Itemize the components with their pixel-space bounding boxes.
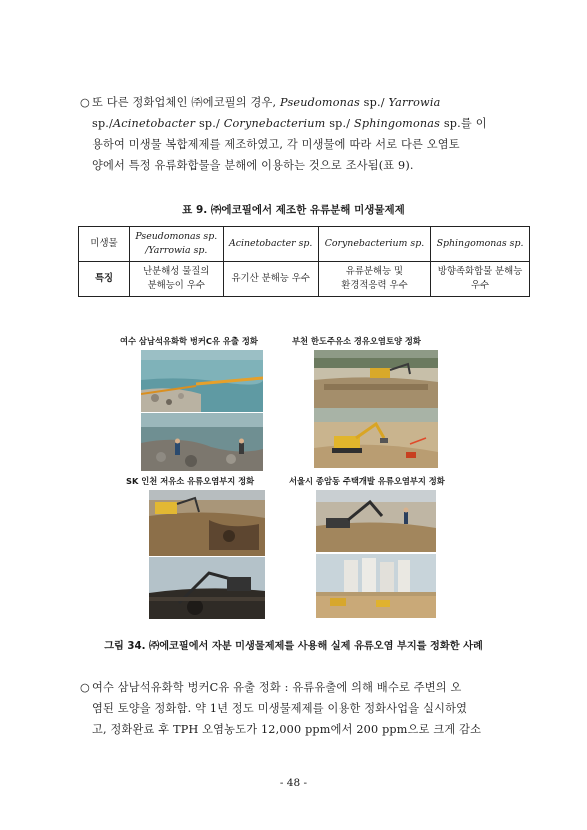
photo-label-top-right: 부천 한도주유소 경유오염토양 정화 xyxy=(292,336,421,346)
photo-rock-cleanup xyxy=(141,413,263,471)
table-row xyxy=(79,262,530,297)
table-head-cell: Corynebacterium sp. xyxy=(318,227,430,262)
table-cell: 유기산 분해능 우수 xyxy=(223,262,318,297)
bullet-circle-icon: ○ xyxy=(80,96,90,109)
table-cell: 유류분해능 및 환경적응력 우수 xyxy=(318,262,430,297)
case-line-2: 염된 토양을 정화함. 약 1년 정도 미생물제제를 이용한 정화사업을 실시하였 xyxy=(92,702,468,715)
intro-line-2: sp./Acinetobacter sp./ Corynebacterium sp./ Sphingomonas sp.를 이 xyxy=(92,117,487,130)
photo-oil-spill-shore xyxy=(141,350,263,412)
intro-line-4: 양에서 특정 유류화합물을 분해에 이용하는 것으로 조사됨(표 9). xyxy=(92,159,414,172)
photo-gas-station-soil xyxy=(314,350,438,408)
photo-label-top-left: 여수 삼남석유화학 벙커C유 유출 정화 xyxy=(120,336,258,346)
photo-housing-site-buildings xyxy=(316,554,436,618)
case-paragraph xyxy=(80,677,522,740)
case-line-3: 고, 정화완료 후 TPH 오염농도가 12,000 ppm에서 200 ppm으로 크게 감소 xyxy=(92,723,482,736)
table-row-label: 특징 xyxy=(79,262,130,297)
table-head-label: 미생물 xyxy=(79,227,130,262)
photo-label-bottom-left: SK 인천 저유소 유류오염부지 정화 xyxy=(126,476,255,486)
table-head-cell: Acinetobacter sp. xyxy=(223,227,318,262)
photo-oil-depot-excavation xyxy=(149,490,265,556)
photo-excavator-dark-soil xyxy=(149,557,265,619)
table-cell: 방향족화합물 분해능 우수 xyxy=(431,262,530,297)
bullet-circle-icon: ○ xyxy=(80,681,90,694)
photo-label-bottom-right: 서울시 종암동 주택개발 유류오염부지 정화 xyxy=(289,476,445,486)
photo-excavator-site-1 xyxy=(314,408,438,468)
intro-line-3: 용하여 미생물 복합제제를 제조하였고, 각 미생물에 따라 서로 다른 오염토 xyxy=(92,138,460,151)
microbe-table xyxy=(78,226,530,297)
figure-caption: 그림 34. ㈜에코필에서 자분 미생물제제를 사용해 실제 유류오염 부지를 정화한 사례 xyxy=(104,641,483,652)
photo-housing-site-excavator xyxy=(316,490,436,552)
table-head-cell: Pseudomonas sp. /Yarrowia sp. xyxy=(130,227,224,262)
table-caption: 표 9. ㈜에코필에서 제조한 유류분해 미생물제제 xyxy=(182,204,405,216)
intro-line-1: ○ 또 다른 정화업체인 ㈜에코필의 경우, Pseudomonas sp./ Yarrowia xyxy=(80,92,522,113)
intro-paragraph xyxy=(80,92,522,176)
table-cell: 난분해성 물질의 분해능이 우수 xyxy=(130,262,224,297)
case-line-1: ○ 여수 삼남석유화학 벙커C유 유출 정화 : 유류유출에 의해 배수로 주변의 오 xyxy=(80,677,522,698)
table-row xyxy=(79,227,530,262)
table-head-cell: Sphingomonas sp. xyxy=(431,227,530,262)
page-number: - 48 - xyxy=(279,777,308,789)
